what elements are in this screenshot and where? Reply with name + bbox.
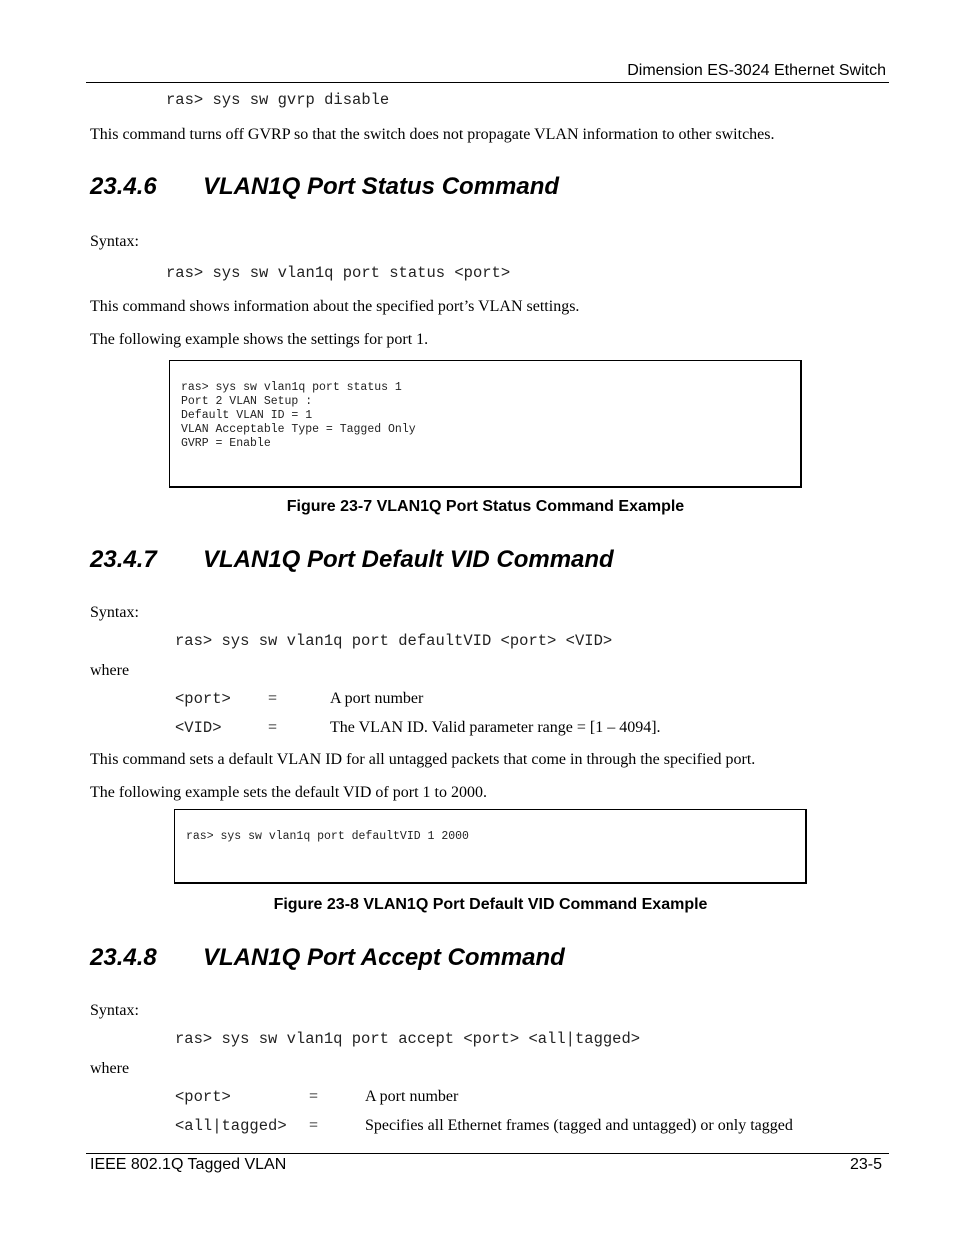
port-status-example-code: ras> sys sw vlan1q port status 1 Port 2 VLAN Setup : Default VLAN ID = 1 VLAN Acceptable Type = Tagged Only GVRP = Enable	[181, 381, 416, 450]
port-accept-command: ras> sys sw vlan1q port accept <port> <all|tagged>	[175, 1030, 641, 1048]
footer-chapter-title: IEEE 802.1Q Tagged VLAN	[90, 1156, 287, 1173]
footer-page-number: 23-5	[849, 1156, 882, 1173]
param-equals: =	[309, 1088, 319, 1105]
port-status-description: This command shows information about the specified port’s VLAN settings.	[90, 298, 580, 315]
param-equals: =	[268, 719, 278, 736]
param-name: <port>	[175, 1088, 231, 1106]
param-row-port	[0, 689, 954, 709]
figure-23-8-caption: Figure 23-8 VLAN1Q Port Default VID Command Example	[273, 896, 708, 913]
param-name: <port>	[175, 690, 231, 708]
section-title: VLAN1Q Port Default VID Command	[203, 546, 614, 573]
param-description: A port number	[330, 690, 424, 707]
running-header: Dimension ES-3024 Ethernet Switch	[627, 62, 886, 79]
gvrp-disable-description: This command turns off GVRP so that the switch does not propagate VLAN information to other switches.	[90, 126, 775, 143]
param-name: <VID>	[175, 719, 222, 737]
default-vid-description: This command sets a default VLAN ID for all untagged packets that come in through the specified port.	[90, 751, 756, 768]
header-rule	[86, 82, 889, 83]
param-row-all-tagged-clip	[0, 1116, 954, 1146]
default-vid-example-code: ras> sys sw vlan1q port defaultVID 1 2000	[186, 830, 469, 843]
syntax-label: Syntax:	[90, 1002, 139, 1019]
param-description: A port number	[365, 1088, 459, 1105]
param-name: <all|tagged>	[175, 1117, 287, 1135]
section-number: 23.4.8	[90, 944, 157, 971]
section-heading-23-4-8	[90, 943, 565, 973]
param-equals: =	[268, 690, 278, 707]
port-status-example-box	[169, 360, 802, 488]
param-equals: =	[309, 1117, 319, 1134]
param-row-vid	[0, 718, 954, 738]
default-vid-example-box	[174, 809, 807, 884]
param-description: The VLAN ID. Valid parameter range = [1 – 4094].	[330, 719, 661, 736]
param-row-all-tagged	[0, 1116, 954, 1136]
default-vid-command: ras> sys sw vlan1q port defaultVID <port> <VID>	[175, 632, 613, 650]
section-number: 23.4.7	[90, 546, 157, 573]
port-status-command: ras> sys sw vlan1q port status <port>	[166, 264, 511, 282]
section-number: 23.4.6	[90, 173, 157, 200]
syntax-label: Syntax:	[90, 233, 139, 250]
port-status-example-intro: The following example shows the settings for port 1.	[90, 331, 429, 348]
figure-23-7-caption: Figure 23-7 VLAN1Q Port Status Command Example	[286, 498, 685, 515]
section-heading-23-4-6	[90, 172, 559, 202]
gvrp-disable-command: ras> sys sw gvrp disable	[166, 91, 390, 109]
where-label: where	[90, 662, 130, 679]
param-description: Specifies all Ethernet frames (tagged and untagged) or only tagged	[365, 1117, 793, 1134]
section-title: VLAN1Q Port Accept Command	[203, 944, 565, 971]
syntax-label: Syntax:	[90, 604, 139, 621]
where-label: where	[90, 1060, 130, 1077]
section-heading-23-4-7	[90, 545, 614, 575]
footer-rule	[86, 1153, 889, 1154]
section-title: VLAN1Q Port Status Command	[203, 173, 560, 200]
param-row-port	[0, 1087, 954, 1107]
default-vid-example-intro: The following example sets the default VID of port 1 to 2000.	[90, 784, 487, 801]
